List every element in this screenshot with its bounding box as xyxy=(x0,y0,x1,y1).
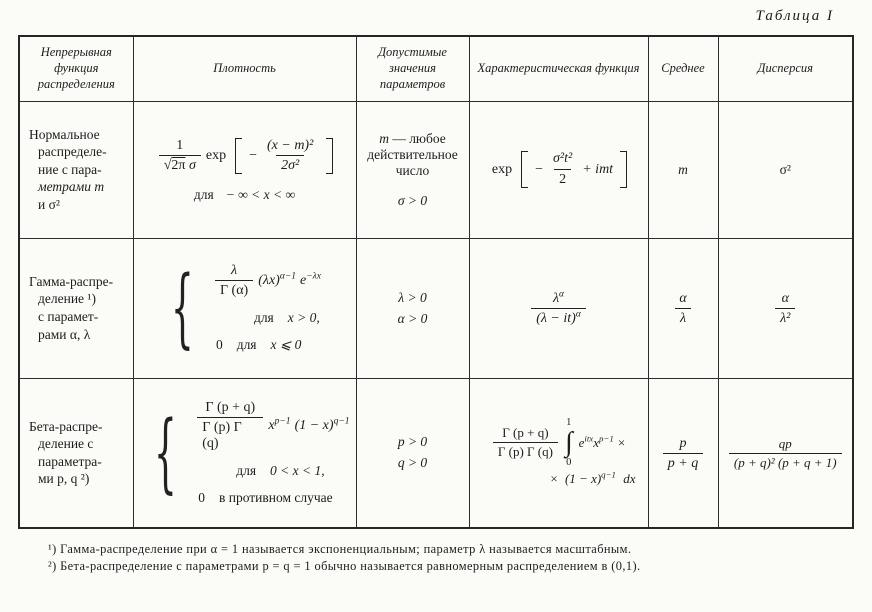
cell-beta-variance: $\frac{qp}{\text{(p + q)² (p + q + 1)}}$ xyxy=(718,378,853,528)
header-mean: Среднее xyxy=(648,36,718,101)
formula-gamma-density: { $\frac{\lambda}{\Gamma (\alpha)}$ $(\lambda x)^{\alpha-1}$ $e^{-\lambda x}$ для x > 0, 0 для x ⩽ 0 xyxy=(171,258,322,358)
cell-gamma-mean: $\frac{\alpha}{\lambda}$ xyxy=(648,238,718,378)
formula-normal-density: $\frac{1}{\text{√2π σ}}$ exp − $\frac{\text{(x − m)²}}{\text{2σ²}}$ xyxy=(156,138,334,174)
header-params: Допустимые значения параметров xyxy=(356,36,469,101)
left-bracket xyxy=(521,151,528,187)
page-title: Таблица I xyxy=(755,8,834,24)
cell-normal-name: Нормальное распределе- ние с пара- метрами m и σ² xyxy=(19,101,133,238)
cell-normal-params: m — любое действительное число σ > 0 xyxy=(356,101,469,238)
header-density: Плотность xyxy=(133,36,356,101)
formula-normal-charfunc: exp − $\frac{\text{σ²t²}}{2}$ + imt xyxy=(490,151,627,187)
right-bracket xyxy=(620,151,627,187)
left-brace: { xyxy=(171,258,195,358)
footnote-2: ²) Бета-распределение с параметрами p = q = 1 обычно называется равномерным распределением в (0,1). xyxy=(48,558,641,573)
normal-density-condition: для − ∞ < x < ∞ xyxy=(193,187,296,203)
footnotes xyxy=(48,541,848,574)
cell-normal-mean: m xyxy=(648,101,718,238)
left-bracket xyxy=(235,138,242,174)
cell-gamma-density xyxy=(133,238,356,378)
formula-gamma-charfunc: $\frac{\lambda^\alpha}{(\lambda - it)^\alpha}$ xyxy=(528,291,589,327)
footnote-1: ¹) Гамма-распределение при α = 1 называется экспоненциальным; параметр λ называется масштабным. xyxy=(48,542,632,556)
cell-gamma-charfunc xyxy=(469,238,648,378)
left-brace: { xyxy=(153,402,177,503)
distribution-table xyxy=(18,35,854,529)
cell-gamma-name: Гамма-распре- деление ¹) с парамет- рами α, λ xyxy=(19,238,133,378)
cell-normal-density xyxy=(133,101,356,238)
cell-normal-variance: σ² xyxy=(718,101,853,238)
row-gamma xyxy=(19,238,853,378)
cell-beta-mean: $\frac{p}{p + q}$ xyxy=(648,378,718,528)
row-normal xyxy=(19,101,853,238)
cell-gamma-variance: $\frac{\alpha}{\text{λ²}}$ xyxy=(718,238,853,378)
cell-normal-charfunc xyxy=(469,101,648,238)
formula-beta-density: { $\frac{\Gamma (p + q)}{\Gamma (p) \Gamma (q)}$ $x^{p-1}$ $(1 - x)^{q-1}$ для 0 < x < 1, 0 в противном случае xyxy=(153,399,350,505)
cell-beta-name: Бета-распре- деление с параметра- ми p, q ²) xyxy=(19,378,133,528)
cell-beta-params: p > 0 q > 0 xyxy=(356,378,469,528)
header-row xyxy=(19,36,853,101)
header-variance: Дисперсия xyxy=(718,36,853,101)
cell-beta-charfunc xyxy=(469,378,648,528)
right-bracket xyxy=(326,138,333,174)
row-beta xyxy=(19,378,853,528)
cell-gamma-params: λ > 0 α > 0 xyxy=(356,238,469,378)
integral-sign: 1 ∫ 0 xyxy=(564,417,573,468)
header-charfunc: Характеристическая функция xyxy=(469,36,648,101)
header-distribution: Непрерывная функция распределения xyxy=(19,36,133,101)
cell-beta-density xyxy=(133,378,356,528)
formula-beta-charfunc: $\frac{\Gamma (p + q)}{\Gamma (p) \Gamma (q)}$ 1 ∫ 0 $e^{itx}x^{p-1}$ × × $(1 - x)^{q-1}$ dx xyxy=(474,418,644,487)
